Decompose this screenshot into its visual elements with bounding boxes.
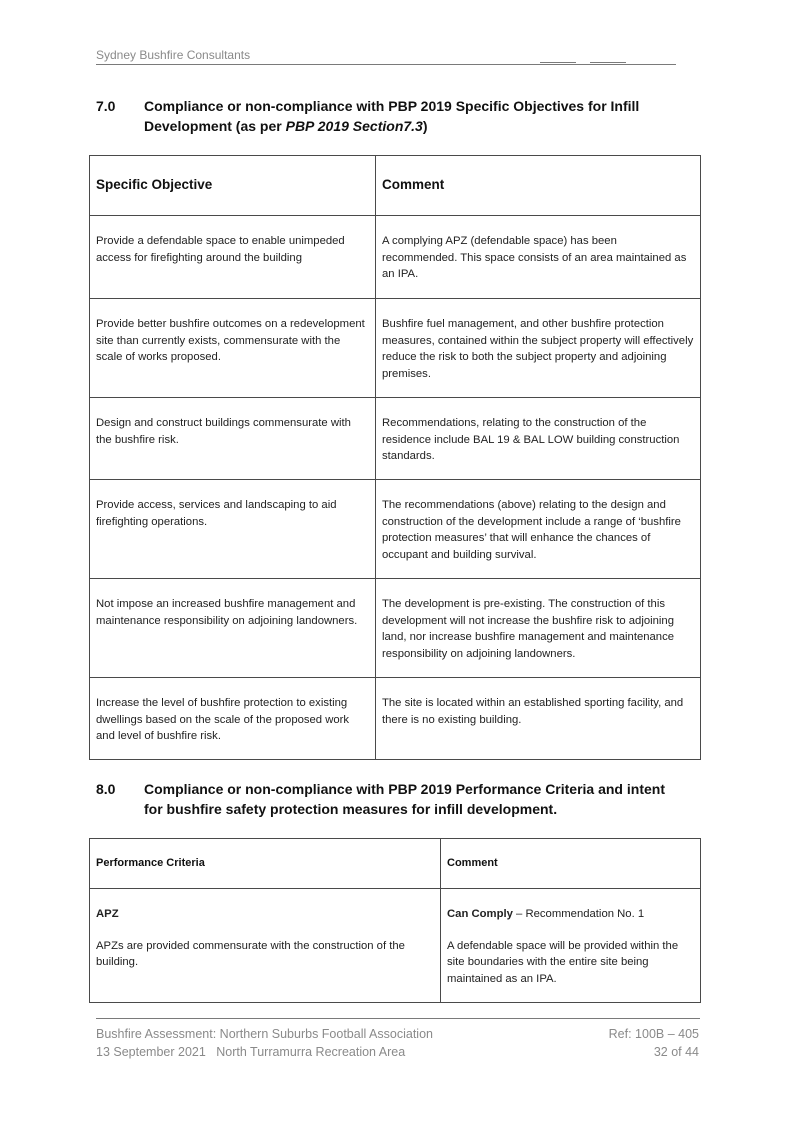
column-header-comment: Comment (441, 839, 701, 889)
specific-objectives-table (89, 155, 701, 760)
comment-cell: A defendable space will be provided within the site boundaries with the entire site being maintained as an IPA. (447, 939, 679, 985)
performance-criteria-table (89, 838, 701, 1003)
column-header-comment: Comment (376, 156, 701, 216)
column-header-performance-criteria: Performance Criteria (90, 839, 441, 889)
footer-page-number: 32 of 44 (653, 1045, 699, 1059)
header-rule (96, 64, 676, 65)
section-7-heading (96, 96, 706, 136)
section-8-heading (96, 779, 706, 819)
objective-cell: Not impose an increased bushfire management and maintenance responsibility on adjoining landowners. (96, 598, 358, 627)
section-8-title-line2: for bushfire safety protection measures for infill development. (144, 801, 558, 817)
header-blank-1 (540, 62, 576, 63)
table-row (90, 216, 701, 299)
header-blank-2 (590, 62, 626, 63)
section-8-title-line1: Compliance or non-compliance with PBP 2019 Performance Criteria and intent (144, 781, 665, 797)
table-row (90, 299, 701, 398)
section-8-number: 8.0 (96, 781, 116, 797)
footer-left-line2: 13 September 2021 North Turramurra Recreation Area (96, 1045, 406, 1059)
section-7-number: 7.0 (96, 98, 116, 114)
objective-cell: Provide access, services and landscaping to aid firefighting operations. (96, 499, 337, 528)
criteria-heading: APZ (96, 908, 119, 920)
comment-cell: The development is pre-existing. The construction of this development will not increase the bushfire risk to adjoining land, nor increase bushfire management and maintenance responsibility on adjoining landowners. (382, 598, 675, 660)
criteria-cell: APZs are provided commensurate with the construction of the building. (96, 939, 405, 968)
comment-cell: Bushfire fuel management, and other bushfire protection measures, contained within the subject property will effectively reduce the risk to both the subject property and adjoining premises. (382, 318, 694, 380)
table-header-row (90, 156, 701, 216)
objective-cell: Design and construct buildings commensurate with the bushfire risk. (96, 417, 351, 446)
objective-cell: Provide a defendable space to enable unimpeded access for firefighting around the building (96, 235, 345, 264)
compliance-status: Can Comply (447, 908, 513, 920)
section-7-title-line2: Development (as per PBP 2019 Section7.3) (144, 118, 428, 134)
comment-cell: A complying APZ (defendable space) has been recommended. This space consists of an area maintained as an IPA. (382, 235, 687, 280)
objective-cell: Increase the level of bushfire protection to existing dwellings based on the scale of the proposed work and level of bushfire risk. (96, 697, 350, 742)
table-row (90, 480, 701, 579)
column-header-specific-objective: Specific Objective (90, 156, 376, 216)
section-7-title-line1: Compliance or non-compliance with PBP 2019 Specific Objectives for Infill (144, 98, 640, 114)
comment-status: Can Comply – Recommendation No. 1 (447, 908, 645, 920)
comment-cell: The site is located within an established sporting facility, and there is no existing building. (382, 697, 684, 726)
section-7-title-reference: PBP 2019 Section7.3 (285, 118, 423, 134)
objective-cell: Provide better bushfire outcomes on a redevelopment site than currently exists, commensurate with the scale of works proposed. (96, 318, 365, 363)
footer-rule (96, 1018, 700, 1019)
comment-cell: Recommendations, relating to the construction of the residence include BAL 19 & BAL LOW building construction standards. (382, 417, 680, 462)
footer-right-line1: Ref: 100B – 405 (608, 1027, 699, 1041)
table-row (90, 579, 701, 678)
header-company: Sydney Bushfire Consultants (96, 48, 251, 62)
table-row (90, 889, 701, 1003)
table-row (90, 678, 701, 760)
table-header-row (90, 839, 701, 889)
comment-cell: The recommendations (above) relating to the design and construction of the development include a range of ‘bushfire protection measures’ that will enhance the chances of occupant and building survival. (382, 499, 681, 561)
footer-left-line1: Bushfire Assessment: Northern Suburbs Football Association (96, 1027, 433, 1041)
table-row (90, 398, 701, 480)
